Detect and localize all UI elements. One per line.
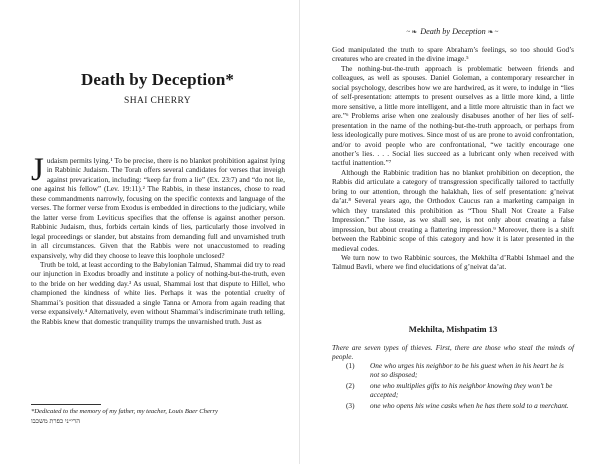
paragraph bbox=[31, 152, 285, 260]
article-author: SHAI CHERRY bbox=[124, 96, 191, 106]
paragraph: Although the Rabbinic tradition has no blanket prohibition on deception, the Rabbis did articulate a category of transgression specifically tailored to tactfully bring to our attention, through the halakhah, lies of self presentation: g’neivat da’at.⁸ Several years ago, the Orthodox Caucus ran a marketing campaign in which they translated this prohibition as “Thou Shall Not Create a False Impression.” The issue, as we shall see, is not only about creating a false impression, but about creating a flattering impression.⁹ Moreover, there is a shift between the Rabbinic scope of this category and how it is later presented in the medieval codes. bbox=[332, 167, 574, 253]
section-heading: Mekhilta, Mishpatim 13 bbox=[408, 324, 498, 334]
paragraph: We turn now to two Rabbinic sources, the Mekhilta d’Rabbi Ishmael and the Talmud Bavli, where we find elucidations of g’neivat da’at. bbox=[332, 252, 574, 272]
list-number: (2) bbox=[346, 380, 355, 390]
ornament-right: ❧~ bbox=[487, 28, 500, 36]
list-item bbox=[346, 401, 574, 410]
gutter-divider bbox=[299, 0, 300, 464]
drop-cap: J bbox=[31, 152, 44, 188]
running-head-text: Death by Deception bbox=[420, 27, 486, 36]
quote-intro: There are seven types of thieves. First, there are those who steal the minds of people. bbox=[332, 343, 574, 362]
list-text: one who multiplies gifts to his neighbor knowing they won’t be accepted; bbox=[370, 380, 553, 400]
ornament-left: ~❧ bbox=[406, 28, 419, 36]
list-text: one who opens his wine casks when he has them sold to a merchant. bbox=[370, 400, 569, 410]
paragraph-text: udaism permits lying.¹ To be precise, there is no blanket prohibition against lying in Rabbinic Judaism. The Torah offers several candidates for verses that inveigh against prevarication, including: “keep far from a lie” (Ex. 23:7) and “do not lie, one against his fellow” (Lev. 19:11).² The Rabbis, in these instances, chose to read these commandments narrowly, focusing on the specific contexts and language of the verses. The former verse from Exodus is embedded in directions to the judiciary, while the latter verse from Leviticus specifies that the offense is against another person. Rabbinic Judaism, thus, forbids certain kinds of lies, particularly those involved in legal proceedings or slander, but abstains from demanding full and unvarnished truth in all circumstances. Given that the Rabbis were not unaccustomed to reading expansively, why did they choose to leave this loophole unclosed? bbox=[31, 156, 285, 260]
list-item bbox=[346, 361, 574, 380]
paragraph: God manipulated the truth to spare Abraham’s feelings, so too should God’s creatures who are created in the divine image.⁵ bbox=[332, 45, 574, 64]
paragraph: Truth be told, at least according to the Babylonian Talmud, Shammai did try to read our injunction in Exodus broadly and institute a policy of nothing-but-the-truth, even to the bride on her wedding day.³ As usual, Shammai lost that dispute to Hillel, who championed the kindness of white lies. Perhaps it was the potential cruelty of Shammai’s position that dissuaded a single Tanna or Amora from again reading that verse expansively.⁴ Alternatively, even without Shammai’s indiscriminate truth telling, the Rabbis knew that domestic tranquility trumps the unvarnished truth. Just as bbox=[31, 259, 285, 326]
left-body-text bbox=[31, 152, 285, 326]
dedication-footnote: *Dedicated to the memory of my father, my teacher, Louis Baer Cherry bbox=[31, 408, 218, 415]
list-text: One who urges his neighbor to be his guest when in his heart he is not so disposed; bbox=[370, 361, 564, 380]
running-head bbox=[332, 27, 574, 36]
list-number: (1) bbox=[346, 361, 355, 370]
right-body-text bbox=[332, 45, 574, 272]
thieves-list bbox=[346, 361, 574, 411]
footnote-rule bbox=[31, 404, 101, 405]
paragraph: The nothing-but-the-truth approach is problematic between friends and colleagues, as well as spouses. Daniel Goleman, a contemporary researcher in social psychology, describes how we are hardwired, as it were, to indulge in “lies of self-presentation: attempts to present ourselves as a little more kind, a little more sensitive, a little more intelligent, and a little more altruistic than in fact we are.”⁶ Problems arise when one zealously disabuses another of her lies of self-presentation in the name of the nothing-but-the-truth approach, or perhaps from less ideologically pure motives. Since most of us are prone to avoid confrontation, and/or to avoid people who are confrontational, “we tacitly encourage one another’s lies. . . . Social lies succeed as a lubricant only when received with tactful inattention.”⁷ bbox=[332, 63, 574, 168]
article-title: Death by Deception* bbox=[81, 70, 234, 89]
list-item bbox=[346, 381, 574, 400]
dedication-hebrew: הרי״ני כפרת משכבו bbox=[31, 418, 81, 425]
list-number: (3) bbox=[346, 400, 355, 410]
